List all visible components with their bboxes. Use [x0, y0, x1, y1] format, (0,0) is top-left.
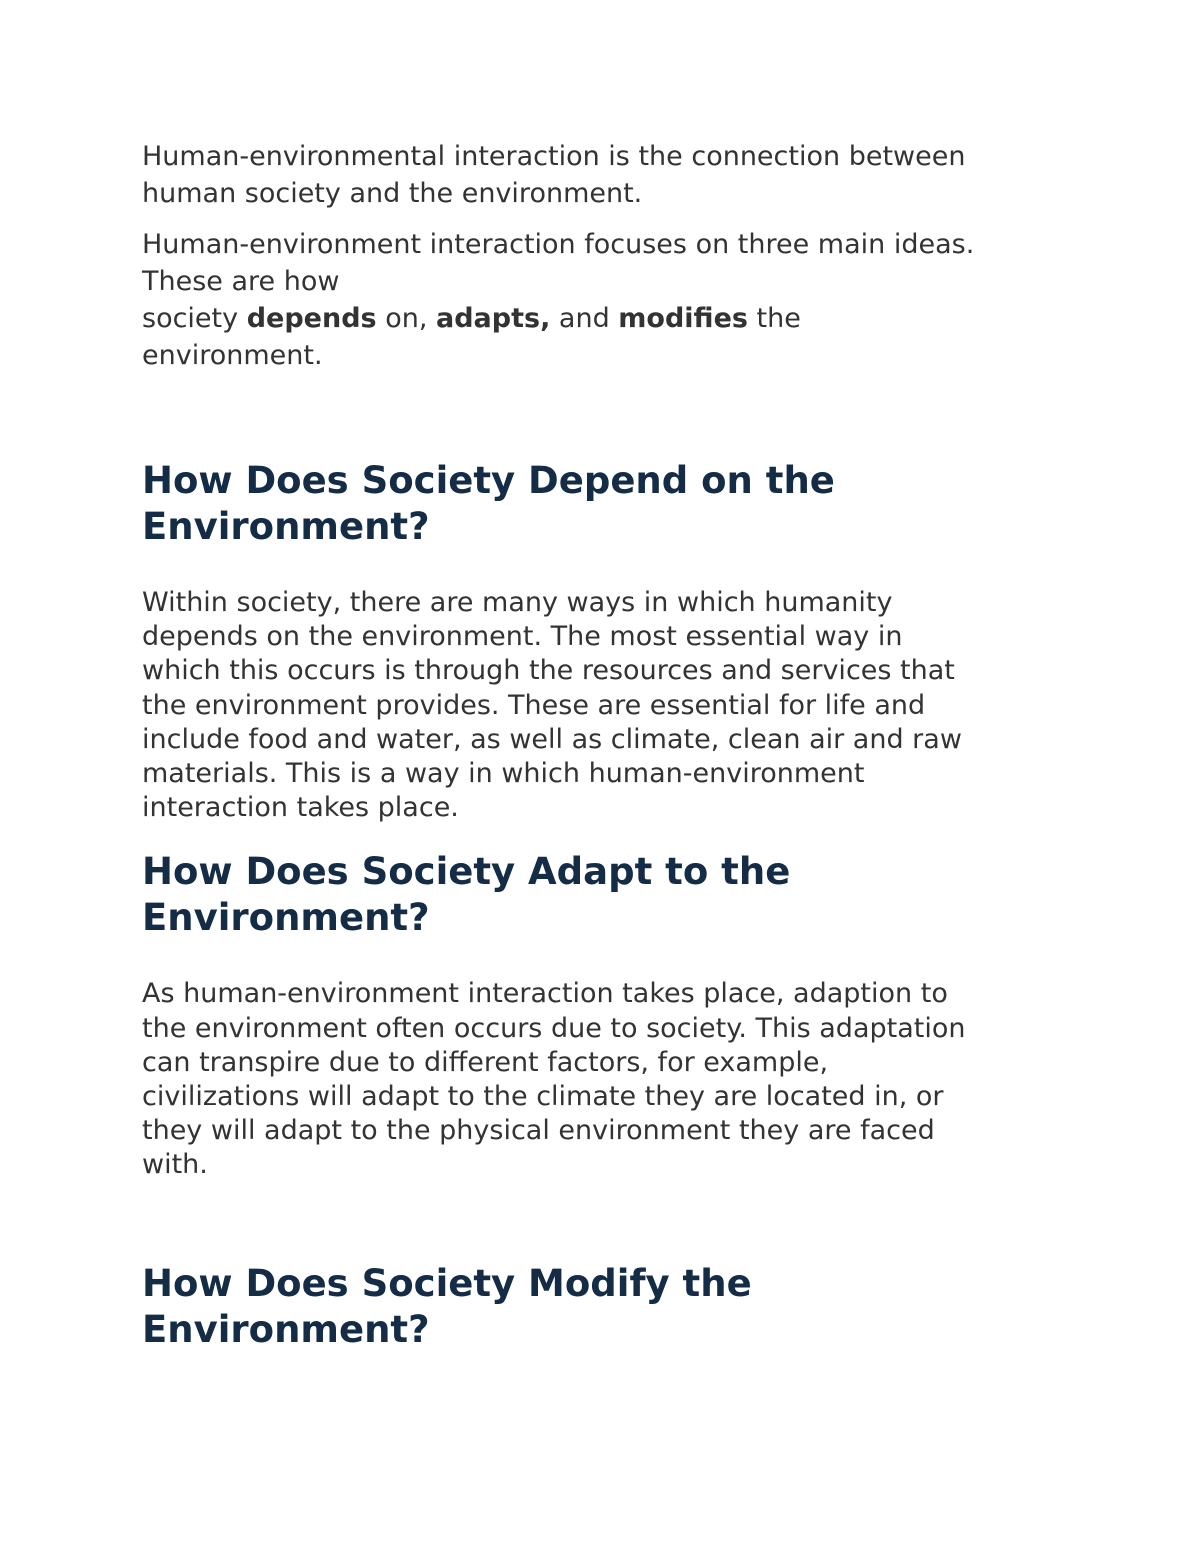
heading-adapt: [142, 849, 1072, 941]
body-line: which this occurs is through the resources and services that: [142, 655, 955, 687]
heading-depend: [142, 458, 1072, 550]
heading-line: Environment?: [142, 505, 430, 548]
body-line: include food and water, as well as climate, clean air and raw: [142, 723, 962, 755]
text-and: and: [550, 303, 619, 334]
body-line: the environment provides. These are essential for life and: [142, 689, 926, 721]
body-line: they will adapt to the physical environment they are faced: [142, 1115, 935, 1147]
bold-depends: depends: [246, 303, 377, 334]
body-line: civilizations will adapt to the climate they are located in, or: [142, 1081, 944, 1113]
intro-line: These are how: [142, 266, 340, 297]
paragraph-depend: [142, 586, 1072, 825]
intro-line: environment.: [142, 340, 323, 371]
intro-paragraph-1: [142, 138, 1072, 212]
intro-line: Human-environment interaction focuses on three main ideas.: [142, 229, 975, 260]
body-line: interaction takes place.: [142, 792, 459, 824]
heading-line: Environment?: [142, 1307, 430, 1351]
text-on: on,: [376, 303, 436, 334]
heading-line: How Does Society Depend on the: [142, 459, 835, 502]
document-page: [142, 138, 1072, 1353]
heading-modify: [142, 1261, 1072, 1353]
heading-line: How Does Society Adapt to the: [142, 850, 791, 894]
intro-line: Human-environmental interaction is the connection between: [142, 141, 966, 172]
body-line: depends on the environment. The most essential way in: [142, 621, 903, 653]
paragraph-adapt: [142, 977, 1072, 1182]
intro-line: human society and the environment.: [142, 178, 643, 209]
body-line: can transpire due to different factors, for example,: [142, 1046, 829, 1078]
bold-adapts: adapts,: [436, 303, 551, 334]
heading-line: Environment?: [142, 896, 430, 940]
body-line: materials. This is a way in which human-environment: [142, 758, 865, 790]
heading-line: How Does Society Modify the: [142, 1261, 752, 1305]
body-line: Within society, there are many ways in which humanity: [142, 587, 893, 618]
intro-paragraph-2: [142, 226, 1072, 374]
body-line: As human-environment interaction takes place, adaption to: [142, 978, 948, 1010]
text-the: the: [747, 303, 801, 334]
body-line: with.: [142, 1149, 208, 1181]
body-line: the environment often occurs due to society. This adaptation: [142, 1012, 966, 1044]
intro-line-with-bold: [142, 300, 1072, 337]
text-society: society: [142, 303, 247, 334]
bold-modifies: modifies: [618, 303, 748, 334]
